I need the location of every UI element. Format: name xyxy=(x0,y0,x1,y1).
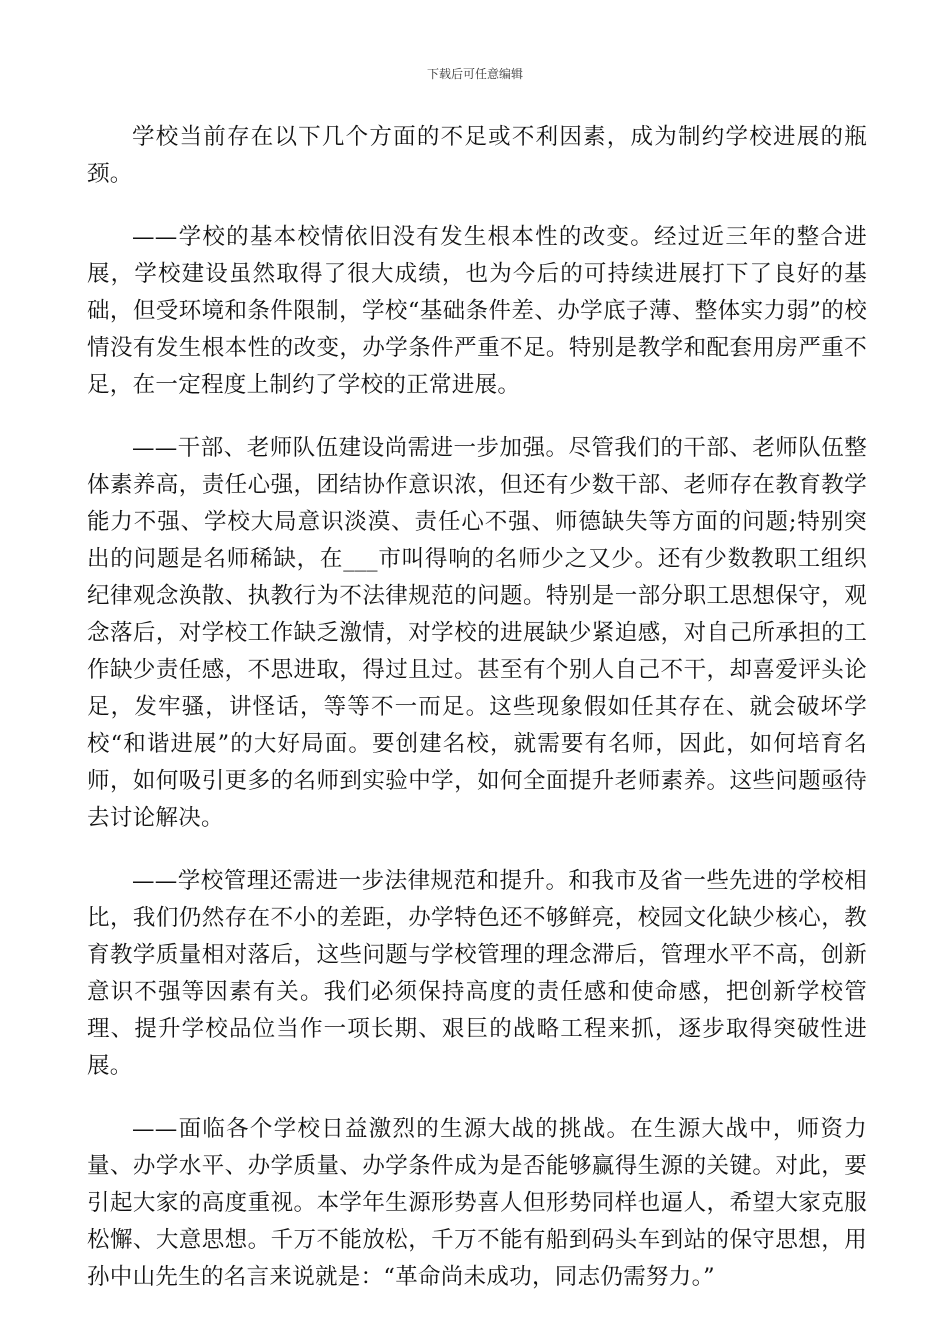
paragraph-enrollment-competition: ——面临各个学校日益激烈的生源大战的挑战。在生源大战中，师资力量、办学水平、办学质量、办学条件成为是否能够赢得生源的关键。对此，要引起大家的高度重视。本学年生源形势喜人但形势同样也逼人，希望大家克服松懈、大意思想。千万不能放松，千万不能有船到码头车到站的保守思想，用孙中山先生的名言来说就是：“革命尚未成功，同志仍需努力。” xyxy=(87,1116,867,1290)
paragraph-school-conditions: ——学校的基本校情依旧没有发生根本性的改变。经过近三年的整合进展，学校建设虽然取得了很大成绩，也为今后的可持续进展打下了良好的基础，但受环境和条件限制，学校“基础条件差、办学底子薄、整体实力弱”的校情没有发生根本性的改变，办学条件严重不足。特别是教学和配套用房严重不足，在一定程度上制约了学校的正常进展。 xyxy=(87,224,867,398)
paragraph-staff-building: ——干部、老师队伍建设尚需进一步加强。尽管我们的干部、老师队伍整体素养高，责任心强，团结协作意识浓，但还有少数干部、老师存在教育教学能力不强、学校大局意识淡漠、责任心不强、师德缺失等方面的问题;特别突出的问题是名师稀缺，在___市叫得响的名师少之又少。还有少数教职工组织纪律观念涣散、执教行为不法律规范的问题。特别是一部分职工思想保守，观念落后，对学校工作缺乏激情，对学校的进展缺少紧迫感，对自己所承担的工作缺少责任感，不思进取，得过且过。甚至有个别人自己不干，却喜爱评头论足，发牢骚，讲怪话，等等不一而足。这些现象假如任其存在、就会破坏学校“和谐进展”的大好局面。要创建名校，就需要有名师，因此，如何培育名师，如何吸引更多的名师到实验中学，如何全面提升老师素养。这些问题亟待去讨论解决。 xyxy=(87,435,867,831)
paragraph-intro: 学校当前存在以下几个方面的不足或不利因素，成为制约学校进展的瓶颈。 xyxy=(87,124,867,187)
document-body xyxy=(87,119,867,1322)
paragraph-school-management: ——学校管理还需进一步法律规范和提升。和我市及省一些先进的学校相比，我们仍然存在不小的差距，办学特色还不够鲜亮，校园文化缺少核心，教育教学质量相对落后，这些问题与学校管理的理念滞后，管理水平不高，创新意识不强等因素有关。我们必须保持高度的责任感和使命感，把创新学校管理、提升学校品位当作一项长期、艰巨的战略工程来抓，逐步取得突破性进展。 xyxy=(87,868,867,1079)
page-header: 下载后可任意编辑 xyxy=(426,67,523,81)
